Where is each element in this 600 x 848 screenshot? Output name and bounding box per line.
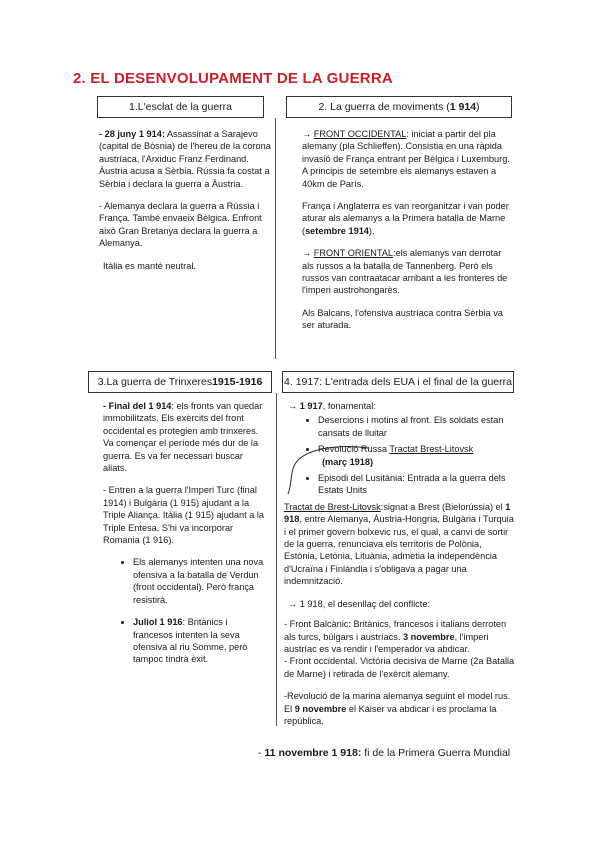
section-2-title-post: ) [476,101,480,113]
s4-rev-pre: -Revolució de la marina alemanya seguint el model rus. El [284,691,511,714]
arrow-icon: → [288,401,300,411]
s3-paragraph-1 [103,400,269,474]
s2-p1-text: : iniciat a partir del pla alemany (pla Schlieffen). Consistia en una ràpida invasió de França entrant per Bèlgica i Luxemburg. A principis de setembre els alemanys estaven a 40km de París. [302,129,510,189]
s4-outcome-heading [284,598,516,610]
s1-date: - 28 juny 1 914: [99,129,165,139]
s4-li2-text: Revolució Russa [318,444,390,455]
section-2-title-year: 1 914 [449,101,477,113]
s4-treaty-text-2: , entre Alemanya, Àustria-Hongria, Bulgària i Turquia i el primer govern bolxevic rus, el qual, a canvi de sortir de la guerra, renunciava els territoris de Polònia, Estònia, Letònia, Lituània, admetia la independència d'Ucraïna i Finlàndia i s'obligava a pagar una indemnització. [284,514,514,587]
s1-paragraph-2: - Alemanya declara la guerra a Rússia i França. També envaeix Bèlgica. Enfront això Gran Bretanya declara la guerra a Alemanya. [99,201,262,249]
s4-intro-text: , fonamental: [322,401,376,411]
s1-paragraph-3: Itàlia es manté neutral. [103,260,196,271]
s3-li2-text: : Britànics i francesos intenten la seva ofensiva al riu Somme, però tampoc tindrà èxit. [133,617,248,665]
s3-list-item-2 [133,616,269,666]
s2-p2-date: setembre 1914 [305,225,369,236]
s4-balcanic [284,618,516,655]
section-box-2 [286,96,512,118]
s4-revolution [284,690,516,727]
footer-dash: - [258,747,265,759]
s4-treaty-paragraph [284,501,516,588]
s2-paragraph-2 [302,200,514,237]
s3-list-item-1: • Els alemanys intenten una nova ofensiva a la batalla de Verdun (front occidental). Però frança resistirà. [133,556,269,606]
s4-li2-date: (març 1918) [322,456,374,467]
column-divider-bottom [276,393,277,726]
section-2-title-pre: 2. La guerra de moviments ( [318,101,450,113]
footer-text: fi de la Primera Guerra Mundial [361,747,511,759]
section-1-content [99,128,271,282]
section-box-3 [88,371,272,393]
s4-list-item-3: • Episodi del Lusitània: Entrada a la guerra dels Estats Units [318,472,516,497]
s2-p2-end: ). [368,225,375,236]
s3-p1-bold: - Final del 1 914 [103,401,172,411]
s2-p2-text: França i Anglaterra es van reorganitzar i van poder aturar als alemanys a la Primera batalla de Marne ( [302,201,509,236]
s4-balcanic-pre: - Front Balcànic: Britànics, francesos i italians derroten als turcs, búlgars i austríacs. [284,619,507,642]
column-divider-top [275,118,276,359]
s1-p1-text: Assassinat a Sarajevo (capital de Bòsnia) de l'hereu de la corona austríaca, l'Arxiduc Franz Ferdinand. Àustria acusa a Sèrbia. Rússia fa costat a Sèrbia i declara la guerra a Àustria. [99,129,271,189]
s4-treaty-label: Tractat de Brest-Litovsk [284,501,381,512]
section-box-1 [97,96,264,118]
arrow-icon: → [302,248,314,259]
s3-p1-text: : els fronts van quedar immobilitzats. Els exèrcits del front occidental es protegien amb trinxeres. Va començar el període més dur de la guerra. Es va fer necessari buscar aliats. [103,401,263,474]
s4-rev-post: el Káiser va abdicar i es proclama la república. [284,703,497,726]
section-3-content [103,400,269,676]
section-1-title: 1.L'esclat de la guerra [129,101,232,113]
s4-balcanic-date: 3 novembre [402,631,455,642]
section-4-title: 4. 1917: L'entrada dels EUA i el final de la guerra [284,376,512,388]
s4-treaty-year: 1 918 [284,501,511,525]
connector-curve-icon [280,440,390,500]
s4-occidental: - Front occidental. Victòria decisiva de Marne (2a Batalla de Marne) i retirada de l'exèrcit alemany. [284,656,515,679]
section-box-4 [282,371,514,393]
section-3-title-pre: 3.La guerra de Trinxeres [97,376,213,388]
s4-treaty-text-1: :signat a Brest (Bielorússia) el [380,501,506,512]
arrow-icon: → [302,129,314,139]
page-title: 2. EL DESENVOLUPAMENT DE LA GUERRA [73,70,393,87]
s4-intro-year: 1 917 [299,401,323,411]
s4-list-item-1: • Desercions i motins al front. Els soldats estan cansats de lluitar [318,414,516,439]
s4-balcanic-post: , l'imperi austríac es va rendir i l'emperador va abdicar. [284,631,489,654]
section-2-content [302,128,514,342]
s2-paragraph-3 [302,247,514,297]
s2-paragraph-4: Als Balcans, l'ofensiva austríaca contra Sèrbia va ser aturada. [302,307,503,331]
s3-paragraph-2: - Entren a la guerra l'Imperi Turc (final 1914) i Bulgària (1 915) ajudant a la Triple Aliança. Itàlia (1 915) ajudant a la Triple Entesa. S'hi va incorporar Romania (1 916). [103,485,265,546]
s4-intro [284,400,516,412]
s4-rev-date: 9 novembre [294,703,347,714]
footer-line [258,747,510,759]
s2-p3-text: :els alemanys van derrotar als russos a la batalla de Tannenberg. Però els russos van contraatacar arribant a les fronteres de l'imperi austrohongarès. [302,248,508,296]
arrow-icon: → [288,598,300,609]
s3-li2-bold: Juliol 1 916 [133,617,183,628]
s2-front-occidental: FRONT OCCIDENTAL [313,129,407,139]
footer-date: 11 novembre 1 918: [264,747,362,759]
s4-outcome-text: 1 918, el desenllaç del conflicte: [299,598,430,609]
section-3-title-years: 1915-1916 [212,376,263,388]
s1-paragraph-1 [99,128,271,190]
s2-front-oriental: FRONT ORIENTAL [313,248,394,259]
s2-paragraph-1 [302,128,514,190]
s4-li2-treaty-link: Tractat Brest-Litovsk [389,444,474,455]
s3-list [103,556,269,665]
